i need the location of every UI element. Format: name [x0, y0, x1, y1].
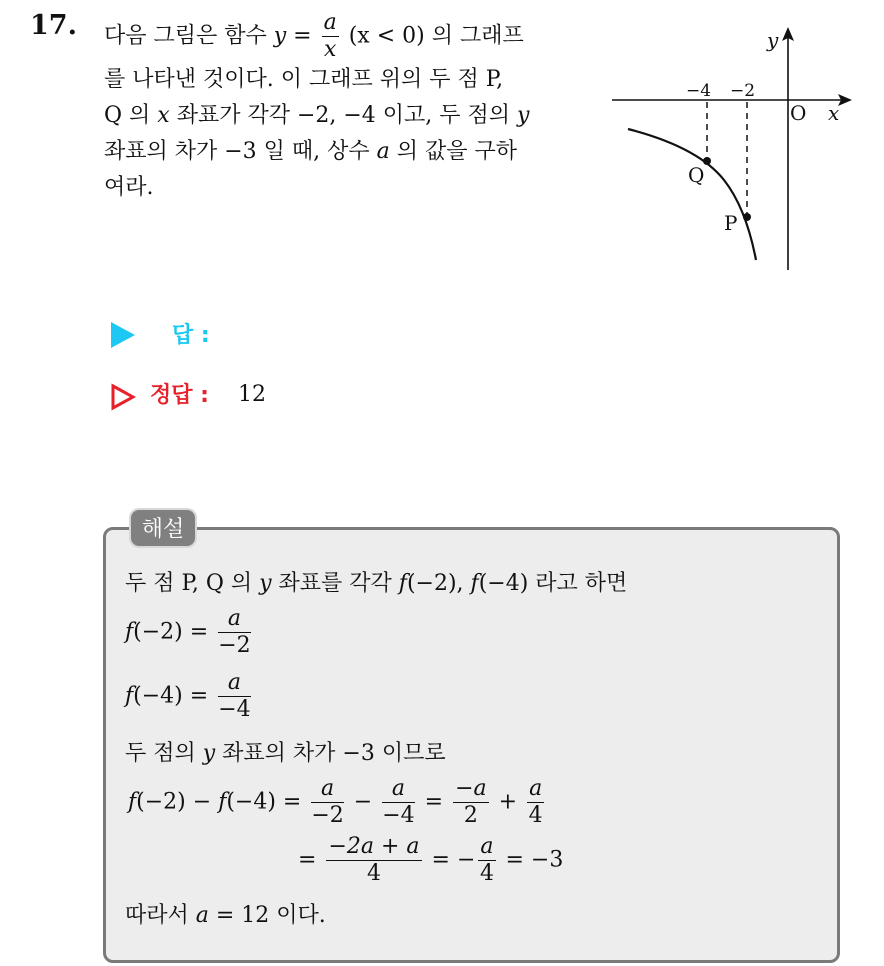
question-line-5: 여라.	[104, 175, 154, 200]
hyperbola-curve	[628, 129, 756, 260]
solution-line-5: f(−2) − f(−4) = $\frac{a}{-2}$ − $\frac{a}{-4}$ = $\frac{-a}{2}$ + $\frac{a}{4}$	[128, 776, 543, 828]
point-p-marker	[743, 213, 751, 221]
x-axis-label: x	[828, 101, 840, 125]
question-line-2: 를 나타낸 것이다. 이 그래프 위의 두 점 P,	[104, 67, 504, 92]
solution-line-3: f(−4) = $\frac{a}{-4}$	[125, 670, 251, 722]
solution-fraction: $\frac{-2a + a}{4}$	[328, 834, 420, 886]
solution-line-4: 두 점의 y 좌표의 차가 −3 이므로	[125, 741, 446, 766]
solution-tab: 해설	[129, 508, 197, 548]
solution-fraction: $\frac{a}{4}$	[528, 776, 543, 828]
question-number: 17.	[30, 10, 77, 41]
question-fraction: $\frac{a}{x}$	[323, 10, 337, 62]
correct-answer-label: 정답 :	[150, 383, 209, 408]
solution-fraction: $\frac{a}{-2}$	[218, 606, 251, 658]
correct-answer-triangle-icon	[110, 383, 136, 411]
solution-fraction: $\frac{-a}{2}$	[455, 776, 487, 828]
tick-label-neg2: −2	[730, 81, 756, 101]
question-line-3: Q 의 x 좌표가 각각 −2, −4 이고, 두 점의 y	[104, 103, 530, 128]
solution-fraction: $\frac{a}{4}$	[479, 834, 494, 886]
solution-line-7: 따라서 a = 12 이다.	[125, 903, 326, 928]
answer-play-icon	[111, 322, 135, 348]
y-axis-label: y	[767, 28, 779, 52]
solution-line-1: 두 점 P, Q 의 y 좌표를 각각 f(−2), f(−4) 라고 하면	[125, 571, 628, 596]
correct-answer-value: 12	[238, 382, 266, 407]
solution-line-6: = $\frac{-2a + a}{4}$ = − $\frac{a}{4}$ = −3	[298, 834, 564, 886]
answer-label: 답 :	[172, 323, 210, 348]
question-line-4: 좌표의 차가 −3 일 때, 상수 a 의 값을 구하	[104, 139, 518, 164]
solution-fraction: $\frac{a}{-4}$	[218, 670, 251, 722]
point-q-label: Q	[688, 163, 705, 187]
solution-line-2: f(−2) = $\frac{a}{-2}$	[125, 606, 251, 658]
function-graph	[606, 22, 856, 274]
solution-fraction: $\frac{a}{-2}$	[311, 776, 344, 828]
origin-label: O	[790, 101, 807, 125]
solution-fraction: $\frac{a}{-4}$	[382, 776, 415, 828]
question-line-1: 다음 그림은 함수 y = $\frac{a}{x}$ (x < 0) 의 그래프	[104, 10, 524, 62]
tick-label-neg4: −4	[686, 81, 712, 101]
point-p-label: P	[724, 211, 738, 235]
